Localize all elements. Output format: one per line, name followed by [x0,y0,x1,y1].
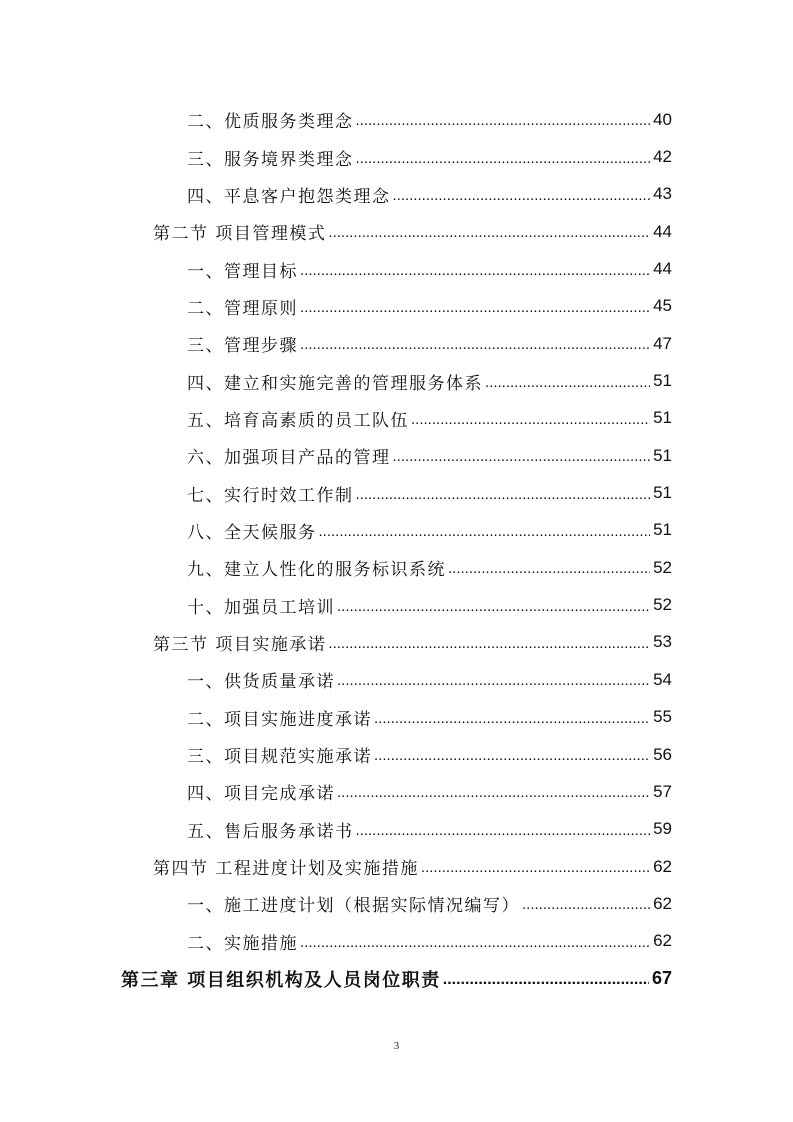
toc-item-entry[interactable] [187,250,672,287]
toc-entry-label: 第二节 项目管理模式 [153,224,327,245]
toc-entry-page: 40 [653,109,672,129]
toc-entry-page: 47 [653,333,672,353]
toc-entry-page: 51 [653,520,672,540]
toc-item-entry[interactable] [187,474,672,511]
toc-dot-leader [337,598,650,615]
toc-item-entry[interactable] [187,512,672,549]
toc-item-entry[interactable] [187,288,672,325]
toc-entry-page: 56 [653,744,672,764]
toc-item-entry[interactable] [187,699,672,736]
toc-dot-leader [393,187,651,204]
toc-entry-label: 四、建立和实施完善的管理服务体系 [187,373,483,394]
toc-entry-label: 三、项目规范实施承诺 [187,747,372,768]
toc-item-entry[interactable] [187,586,672,623]
toc-dot-leader [522,896,650,913]
toc-entry-page: 51 [653,483,672,503]
toc-entry-label: 九、建立人性化的服务标识系统 [187,560,446,581]
toc-dot-leader [300,336,650,353]
toc-dot-leader [328,224,650,241]
toc-entry-label: 一、管理目标 [187,261,298,282]
toc-item-entry[interactable] [187,362,672,399]
toc-item-entry[interactable] [187,773,672,810]
toc-entry-label: 一、施工进度计划（根据实际情况编写） [187,896,520,917]
toc-entry-label: 十、加强员工培训 [187,597,335,618]
toc-entry-page: 45 [653,296,672,316]
toc-entry-page: 51 [653,445,672,465]
toc-entry-page: 52 [653,595,672,615]
toc-dot-leader [393,448,651,465]
toc-entry-page: 44 [653,221,672,241]
toc-dot-leader [356,150,651,167]
toc-item-entry[interactable] [187,661,672,698]
toc-entry-label: 二、管理原则 [187,298,298,319]
toc-entry-label: 三、管理步骤 [187,336,298,357]
toc-entry-page: 53 [653,632,672,652]
toc-dot-leader [328,635,650,652]
toc-entry-label: 第三章 项目组织机构及人员岗位职责 [121,969,441,991]
toc-entry-page: 51 [653,408,672,428]
toc-dot-leader [300,934,650,951]
page-number: 3 [393,1040,400,1052]
toc-entry-page: 55 [653,707,672,727]
toc-dot-leader [319,523,651,540]
toc-dot-leader [421,859,650,876]
toc-item-entry[interactable] [187,811,672,848]
toc-dot-leader [337,672,650,689]
toc-item-entry[interactable] [187,101,672,138]
toc-entry-label: 六、加强项目产品的管理 [187,448,391,469]
toc-dot-leader [443,971,649,989]
toc-entry-page: 54 [653,669,672,689]
toc-entry-page: 59 [653,819,672,839]
toc-entry-label: 四、项目完成承诺 [187,784,335,805]
toc-dot-leader [356,822,651,839]
toc-item-entry[interactable] [187,400,672,437]
toc-entry-page: 62 [653,931,672,951]
toc-entry-label: 五、售后服务承诺书 [187,821,354,842]
toc-dot-leader [337,784,650,801]
toc-entry-label: 三、服务境界类理念 [187,149,354,170]
toc-entry-page: 42 [653,147,672,167]
toc-dot-leader [448,560,650,577]
toc-entry-page: 57 [653,781,672,801]
toc-entry-label: 二、实施措施 [187,933,298,954]
toc-dot-leader [300,262,650,279]
toc-dot-leader [374,710,650,727]
toc-item-entry[interactable] [187,437,672,474]
toc-dot-leader [356,112,651,129]
toc-dot-leader [411,411,650,428]
toc-entry-page: 62 [653,893,672,913]
toc-dot-leader [374,747,650,764]
toc-entry-label: 七、实行时效工作制 [187,485,354,506]
toc-entry-page: 52 [653,557,672,577]
toc-entry-label: 第四节 工程进度计划及实施措施 [153,859,419,880]
toc-entry-page: 44 [653,259,672,279]
toc-entry-page: 43 [653,184,672,204]
toc-chapter-entry[interactable] [121,960,672,997]
toc-item-entry[interactable] [187,138,672,175]
toc-dot-leader [300,299,650,316]
toc-entry-label: 八、全天候服务 [187,522,317,543]
toc-entry-label: 第三节 项目实施承诺 [153,634,327,655]
toc-dot-leader [485,374,650,391]
toc-dot-leader [356,486,651,503]
toc-entry-label: 四、平息客户抱怨类理念 [187,186,391,207]
toc-entry-page: 62 [653,856,672,876]
toc-item-entry[interactable] [187,923,672,960]
toc-section-entry[interactable] [153,848,672,885]
toc-item-entry[interactable] [187,549,672,586]
toc-item-entry[interactable] [187,176,672,213]
table-of-contents [0,101,793,997]
toc-item-entry[interactable] [187,736,672,773]
toc-section-entry[interactable] [153,213,672,250]
toc-section-entry[interactable] [153,624,672,661]
toc-entry-label: 一、供货质量承诺 [187,672,335,693]
toc-item-entry[interactable] [187,325,672,362]
toc-item-entry[interactable] [187,885,672,922]
toc-entry-label: 五、培育高素质的员工队伍 [187,410,409,431]
toc-entry-label: 二、项目实施进度承诺 [187,709,372,730]
toc-entry-page: 51 [653,371,672,391]
toc-entry-label: 二、优质服务类理念 [187,112,354,133]
toc-entry-page: 67 [651,968,672,989]
